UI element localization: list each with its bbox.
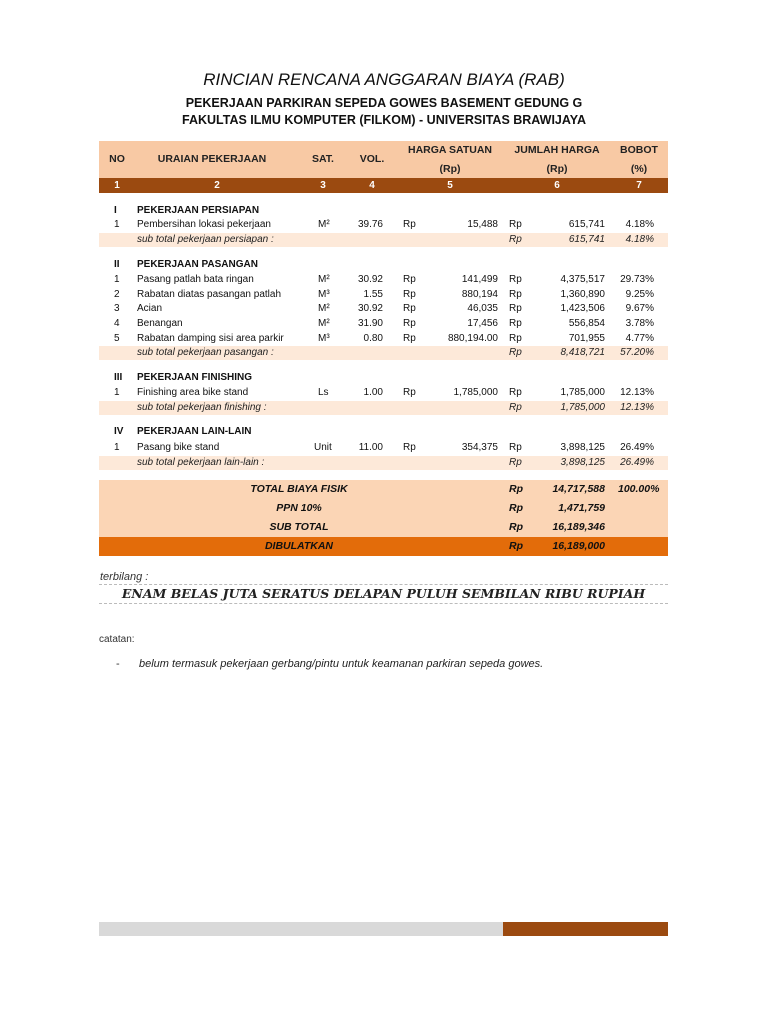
total-value: 1,471,759 [558,502,605,514]
subtotal-jumlah: 615,741 [568,234,605,245]
item-rp: Rp [403,387,416,398]
document-subtitle-project: PEKERJAAN PARKIRAN SEPEDA GOWES BASEMENT GEDUNG G [185,96,583,110]
item-jumlah: 556,854 [568,318,605,329]
total-label: PPN 10% [276,502,322,514]
header-harga-satuan: HARGA SATUAN [408,144,492,156]
item-vol: 0.80 [363,333,383,344]
subtotal-row [99,401,668,415]
subtotal-jumlah: 3,898,125 [560,457,605,468]
item-rp: Rp [509,333,522,344]
item-vol: 30.92 [357,274,383,285]
item-rp: Rp [509,387,522,398]
item-uraian: Acian [137,303,163,314]
item-vol: 30.92 [357,303,383,314]
item-sat: Ls [318,387,329,398]
table-row [99,302,668,316]
item-vol: 11.00 [358,442,383,453]
header-jumlah-harga-unit: (Rp) [546,163,568,175]
item-vol: 1.55 [363,289,383,300]
item-jumlah: 615,741 [568,219,605,230]
item-sat: M³ [318,289,330,300]
catatan-label: catatan: [99,634,135,645]
document-subtitle-faculty: FAKULTAS ILMU KOMPUTER (FILKOM) - UNIVERSITAS BRAWIJAYA [182,113,586,127]
item-vol: 39.76 [357,219,383,230]
table-row [99,386,668,400]
item-harga: 17,456 [467,318,498,329]
col-number: 7 [636,180,642,191]
item-sat: M² [318,274,330,285]
item-uraian: Benangan [137,318,183,329]
header-uraian: URAIAN PEKERJAAN [157,153,267,165]
item-no: 1 [114,442,120,453]
item-harga: 141,499 [461,274,498,285]
section-title: PEKERJAAN LAIN-LAIN [137,426,252,437]
item-bobot: 29.73% [620,274,654,285]
item-harga: 880,194 [461,289,498,300]
section-row [99,425,668,439]
subtotal-rp: Rp [509,457,522,468]
section-row [99,258,668,272]
table-row [99,288,668,302]
subtotal-rp: Rp [509,234,522,245]
section-no: I [114,205,117,216]
item-uraian: Pasang patlah bata ringan [137,274,254,285]
item-jumlah: 1,360,890 [560,289,605,300]
item-sat: M³ [318,333,330,344]
item-rp: Rp [403,303,416,314]
item-rp: Rp [509,303,522,314]
item-harga: 880,194.00 [447,333,498,344]
item-jumlah: 1,423,506 [560,303,605,314]
item-sat: M² [318,219,330,230]
total-value: 16,189,000 [552,540,605,552]
note-text: belum termasuk pekerjaan gerbang/pintu untuk keamanan parkiran sepeda gowes. [139,658,544,670]
section-title: PEKERJAAN FINISHING [137,372,253,383]
total-rp: Rp [509,502,523,514]
total-rp: Rp [509,521,523,533]
subtotal-bobot: 4.18% [625,234,654,245]
item-rp: Rp [509,219,522,230]
item-no: 4 [114,318,120,329]
subtotal-label: sub total pekerjaan persiapan : [137,234,274,245]
item-no: 1 [114,274,120,285]
header-sat: SAT. [312,153,334,165]
subtotal-rp: Rp [509,347,522,358]
column-number-row [99,178,668,193]
total-value: 16,189,346 [552,521,605,533]
subtotal-bobot: 26.49% [620,457,654,468]
header-bobot-unit: (%) [630,163,648,175]
section-row [99,371,668,385]
subtotal-jumlah: 1,785,000 [560,402,605,413]
total-row [99,518,668,537]
col-number: 1 [114,180,120,191]
item-rp: Rp [403,219,416,230]
item-bobot: 9.25% [625,289,654,300]
table-row [99,441,668,455]
rounded-total-row [99,537,668,556]
terbilang-label: terbilang : [100,571,149,583]
subtotal-label: sub total pekerjaan lain-lain : [137,457,265,468]
terbilang-box [99,584,668,604]
item-harga: 15,488 [467,219,498,230]
item-no: 1 [114,219,120,230]
item-jumlah: 4,375,517 [560,274,605,285]
total-label: TOTAL BIAYA FISIK [250,483,348,495]
item-rp: Rp [403,274,416,285]
section-title: PEKERJAAN PASANGAN [137,259,258,270]
note-bullet: - [116,658,120,670]
item-bobot: 26.49% [620,442,654,453]
item-rp: Rp [509,442,522,453]
header-jumlah-harga: JUMLAH HARGA [514,144,600,156]
footer-bar-orange [503,922,668,936]
item-bobot: 4.18% [625,219,654,230]
item-no: 5 [114,333,120,344]
item-rp: Rp [509,289,522,300]
section-no: IV [114,426,124,437]
item-jumlah: 1,785,000 [560,387,605,398]
section-no: III [114,372,123,383]
section-title: PEKERJAAN PERSIAPAN [137,205,260,216]
col-number: 4 [369,180,375,191]
item-rp: Rp [509,318,522,329]
subtotal-rp: Rp [509,402,522,413]
item-sat: M² [318,303,330,314]
total-label: DIBULATKAN [264,540,334,552]
subtotal-row [99,233,668,247]
footer-bar-grey [99,922,503,936]
item-bobot: 3.78% [625,318,654,329]
col-number: 5 [447,180,453,191]
table-row [99,218,668,232]
item-vol: 1.00 [363,387,383,398]
item-bobot: 4.77% [625,333,654,344]
terbilang-text: ENAM BELAS JUTA SERATUS DELAPAN PULUH SEMBILAN RIBU RUPIAH [121,586,646,601]
total-rp: Rp [509,483,523,495]
item-rp: Rp [403,442,416,453]
item-rp: Rp [403,318,416,329]
item-vol: 31.90 [357,318,383,329]
subtotal-label: sub total pekerjaan finishing : [137,402,267,413]
table-header [99,141,668,178]
item-uraian: Rabatan damping sisi area parkir [137,333,284,344]
item-rp: Rp [403,333,416,344]
subtotal-jumlah: 8,418,721 [560,347,605,358]
section-row [99,204,668,218]
subtotal-bobot: 12.13% [620,402,654,413]
item-uraian: Pasang bike stand [137,442,220,453]
col-number: 2 [214,180,220,191]
col-number: 3 [320,180,326,191]
total-value: 14,717,588 [552,483,605,495]
document-title: RINCIAN RENCANA ANGGARAN BIAYA (RAB) [203,70,565,89]
header-bobot: BOBOT [620,144,658,156]
item-uraian: Rabatan diatas pasangan patlah [137,289,282,300]
table-row [99,273,668,287]
header-harga-satuan-unit: (Rp) [439,163,461,175]
item-jumlah: 3,898,125 [560,442,605,453]
item-uraian: Finishing area bike stand [137,387,249,398]
header-no: NO [109,153,125,165]
item-harga: 354,375 [461,442,498,453]
col-number: 6 [554,180,560,191]
subtotal-row [99,346,668,360]
item-harga: 1,785,000 [453,387,498,398]
header-vol: VOL. [359,153,385,165]
subtotal-label: sub total pekerjaan pasangan : [137,347,274,358]
item-no: 3 [114,303,120,314]
item-no: 2 [114,289,120,300]
item-no: 1 [114,387,120,398]
subtotal-bobot: 57.20% [620,347,654,358]
item-sat: M² [318,318,330,329]
item-rp: Rp [403,289,416,300]
item-uraian: Pembersihan lokasi pekerjaan [137,219,271,230]
item-harga: 46,035 [467,303,498,314]
section-no: II [114,259,120,270]
total-label: SUB TOTAL [269,521,329,533]
subtotal-row [99,456,668,470]
item-rp: Rp [509,274,522,285]
total-rp: Rp [509,540,523,552]
total-bobot: 100.00% [618,483,660,495]
total-row [99,480,668,499]
item-sat: Unit [314,442,332,453]
table-row [99,317,668,331]
table-row [99,332,668,346]
item-bobot: 9.67% [625,303,654,314]
item-jumlah: 701,955 [568,333,605,344]
total-row [99,499,668,518]
item-bobot: 12.13% [620,387,654,398]
